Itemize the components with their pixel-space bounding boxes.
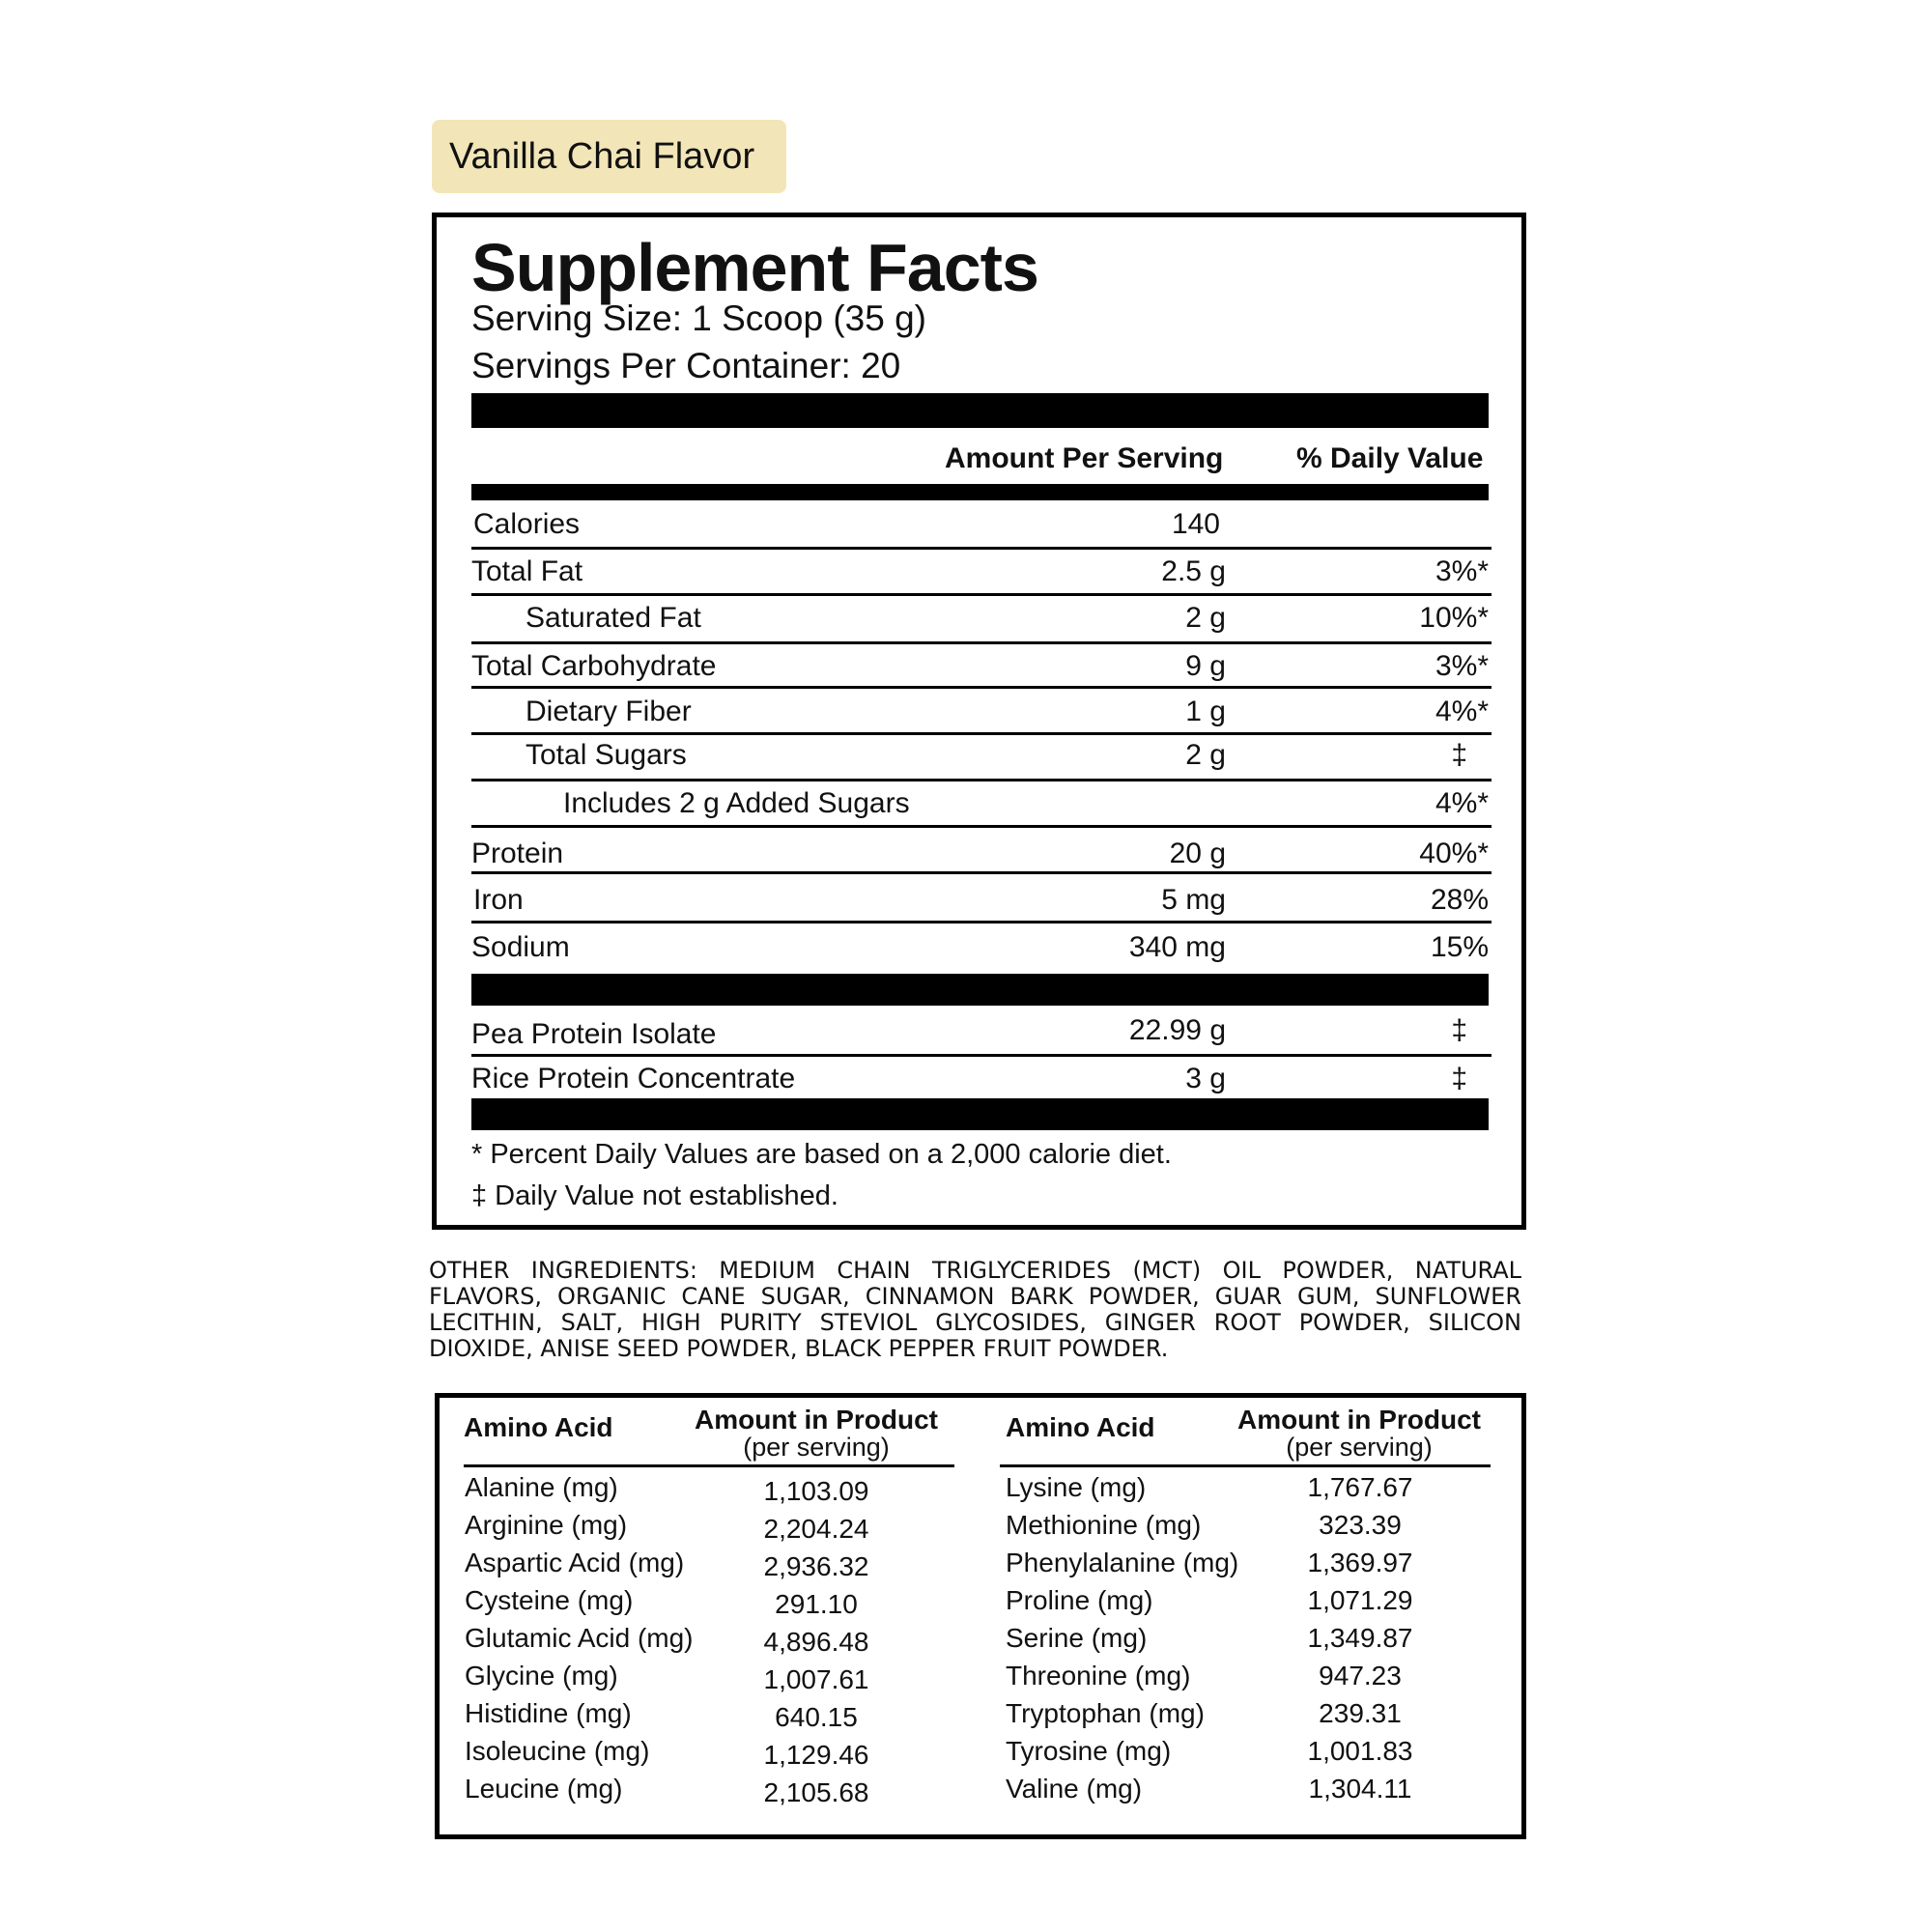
- thick-rule-top: [471, 393, 1489, 428]
- nutrient-dv: 40%*: [1419, 838, 1489, 869]
- nutrient-dv: 10%*: [1419, 602, 1489, 634]
- amino-name: Phenylalanine (mg): [1006, 1548, 1239, 1577]
- amino-name: Tryptophan (mg): [1006, 1698, 1205, 1728]
- nutrient-dv: 3%*: [1435, 555, 1489, 587]
- amino-name: Serine (mg): [1006, 1623, 1148, 1653]
- amino-left-header-rule: [464, 1464, 954, 1467]
- flavor-badge: Vanilla Chai Flavor: [432, 120, 786, 193]
- nutrient-dv: 4%*: [1435, 696, 1489, 727]
- nutrient-name: Calories: [473, 508, 581, 540]
- nutrient-row-total-fat: [471, 549, 1489, 595]
- amino-value: 2,204.24: [763, 1514, 869, 1544]
- nutrient-amount: 2 g: [1185, 602, 1226, 634]
- amino-left-header-name: Amino Acid: [464, 1412, 613, 1442]
- amino-value: 1,103.09: [763, 1476, 869, 1506]
- footnote-daily-values: * Percent Daily Values are based on a 2,000 calorie diet.: [471, 1139, 1172, 1170]
- ingredient-dv: ‡: [1451, 1014, 1467, 1046]
- amino-name: Leucine (mg): [465, 1774, 623, 1804]
- nutrient-name: Total Carbohydrate: [471, 650, 717, 682]
- amino-right-header-rule: [1000, 1464, 1491, 1467]
- ingredient-dv: ‡: [1451, 1063, 1467, 1094]
- nutrient-dv: 4%*: [1435, 787, 1489, 819]
- amino-value: 2,105.68: [763, 1777, 869, 1807]
- amino-value: 1,007.61: [763, 1664, 869, 1694]
- nutrient-row-iron: [471, 877, 1489, 923]
- amino-value: 323.39: [1319, 1510, 1402, 1540]
- amino-value: 1,304.11: [1308, 1774, 1412, 1804]
- amino-value: 640.15: [775, 1702, 858, 1732]
- amino-name: Alanine (mg): [465, 1472, 618, 1502]
- amino-name: Valine (mg): [1006, 1774, 1143, 1804]
- amino-name: Methionine (mg): [1006, 1510, 1202, 1540]
- nutrient-row-total-sugars: [471, 732, 1489, 779]
- amino-name: Threonine (mg): [1006, 1661, 1191, 1690]
- nutrient-name: Saturated Fat: [526, 602, 701, 634]
- amino-value: 1,369.97: [1307, 1548, 1413, 1577]
- amino-name: Tyrosine (mg): [1006, 1736, 1172, 1766]
- nutrient-name: Includes 2 g Added Sugars: [563, 787, 910, 819]
- footnote-not-established: ‡ Daily Value not established.: [471, 1180, 838, 1211]
- nutrient-row-saturated-fat: [471, 595, 1489, 641]
- serving-size: Serving Size: 1 Scoop (35 g): [471, 298, 926, 338]
- nutrient-name: Dietary Fiber: [526, 696, 692, 727]
- nutrient-amount: 20 g: [1169, 838, 1226, 869]
- nutrient-amount: 2.5 g: [1161, 555, 1226, 587]
- other-ingredients: OTHER INGREDIENTS: MEDIUM CHAIN TRIGLYCERIDES (MCT) OIL POWDER, NATURAL FLAVORS, ORGANIC CANE SUGAR, CINNAMON BARK POWDER, GUAR GUM, SUNFLOWER LECITHIN, SALT, HIGH PURITY STEVIOL GLYCOSIDES, GINGER ROOT POWDER, SILICON DIOXIDE, ANISE SEED POWDER, BLACK PEPPER FRUIT POWDER.: [429, 1257, 1521, 1362]
- ingredient-name: Rice Protein Concentrate: [471, 1063, 796, 1094]
- amino-right-header-sub: (per serving): [1286, 1433, 1433, 1462]
- amino-value: 2,936.32: [763, 1551, 869, 1581]
- nutrient-name: Total Fat: [471, 555, 583, 587]
- amino-name: Histidine (mg): [465, 1698, 632, 1728]
- amino-value: 1,001.83: [1307, 1736, 1413, 1766]
- amino-right-header-amount: Amount in Product: [1237, 1405, 1481, 1435]
- nutrient-amount: 9 g: [1185, 650, 1226, 682]
- nutrient-amount: 340 mg: [1128, 931, 1226, 963]
- amount-per-serving-header: Amount Per Serving: [945, 442, 1224, 474]
- nutrient-row-protein: [471, 831, 1489, 877]
- thick-rule-bottom: [471, 1098, 1489, 1130]
- amino-left-header-amount: Amount in Product: [695, 1405, 938, 1435]
- ingredient-name: Pea Protein Isolate: [471, 1018, 717, 1050]
- protein-row-rice: [471, 1054, 1489, 1100]
- protein-row-pea: [471, 1006, 1489, 1052]
- nutrient-name: Iron: [473, 884, 524, 916]
- nutrient-row-added-sugars: [471, 781, 1489, 827]
- ingredient-amount: 22.99 g: [1128, 1014, 1226, 1046]
- ingredient-amount: 3 g: [1185, 1063, 1226, 1094]
- nutrient-amount: 2 g: [1185, 739, 1226, 771]
- nutrient-dv: 15%: [1430, 931, 1489, 963]
- daily-value-header: % Daily Value: [1296, 442, 1484, 474]
- servings-per-container: Servings Per Container: 20: [471, 346, 901, 385]
- amino-name: Glutamic Acid (mg): [465, 1623, 694, 1653]
- amino-name: Arginine (mg): [465, 1510, 628, 1540]
- nutrient-row-total-carbohydrate: [471, 643, 1489, 690]
- nutrient-dv: 3%*: [1435, 650, 1489, 682]
- nutrient-name: Sodium: [471, 931, 570, 963]
- nutrient-amount: 5 mg: [1161, 884, 1226, 916]
- amino-name: Isoleucine (mg): [465, 1736, 650, 1766]
- amino-name: Proline (mg): [1006, 1585, 1153, 1615]
- nutrient-name: Total Sugars: [526, 739, 687, 771]
- amino-value: 1,129.46: [763, 1740, 869, 1770]
- amino-value: 239.31: [1319, 1698, 1402, 1728]
- nutrient-row-calories: [471, 501, 1489, 548]
- amino-name: Glycine (mg): [465, 1661, 618, 1690]
- facts-title: Supplement Facts: [471, 230, 1038, 305]
- amino-value: 4,896.48: [763, 1627, 869, 1657]
- amino-name: Aspartic Acid (mg): [465, 1548, 685, 1577]
- thick-rule-header: [471, 484, 1489, 500]
- nutrient-row-sodium: [471, 924, 1489, 971]
- nutrient-dv: ‡: [1451, 739, 1467, 771]
- amino-name: Cysteine (mg): [465, 1585, 634, 1615]
- amino-right-header-name: Amino Acid: [1006, 1412, 1155, 1442]
- row-divider: [471, 825, 1492, 828]
- thick-rule-middle: [471, 974, 1489, 1006]
- amino-value: 1,349.87: [1307, 1623, 1413, 1653]
- row-divider: [471, 871, 1492, 874]
- amino-value: 947.23: [1319, 1661, 1402, 1690]
- nutrient-name: Protein: [471, 838, 564, 869]
- amino-left-header-sub: (per serving): [743, 1433, 890, 1462]
- amino-name: Lysine (mg): [1006, 1472, 1147, 1502]
- nutrient-amount: 1 g: [1185, 696, 1226, 727]
- amino-value: 1,767.67: [1307, 1472, 1413, 1502]
- amino-value: 291.10: [775, 1589, 858, 1619]
- amino-value: 1,071.29: [1307, 1585, 1413, 1615]
- nutrient-row-dietary-fiber: [471, 689, 1489, 735]
- nutrient-dv: 28%: [1430, 884, 1489, 916]
- row-divider: [471, 921, 1492, 923]
- nutrient-amount: 140: [1171, 508, 1220, 540]
